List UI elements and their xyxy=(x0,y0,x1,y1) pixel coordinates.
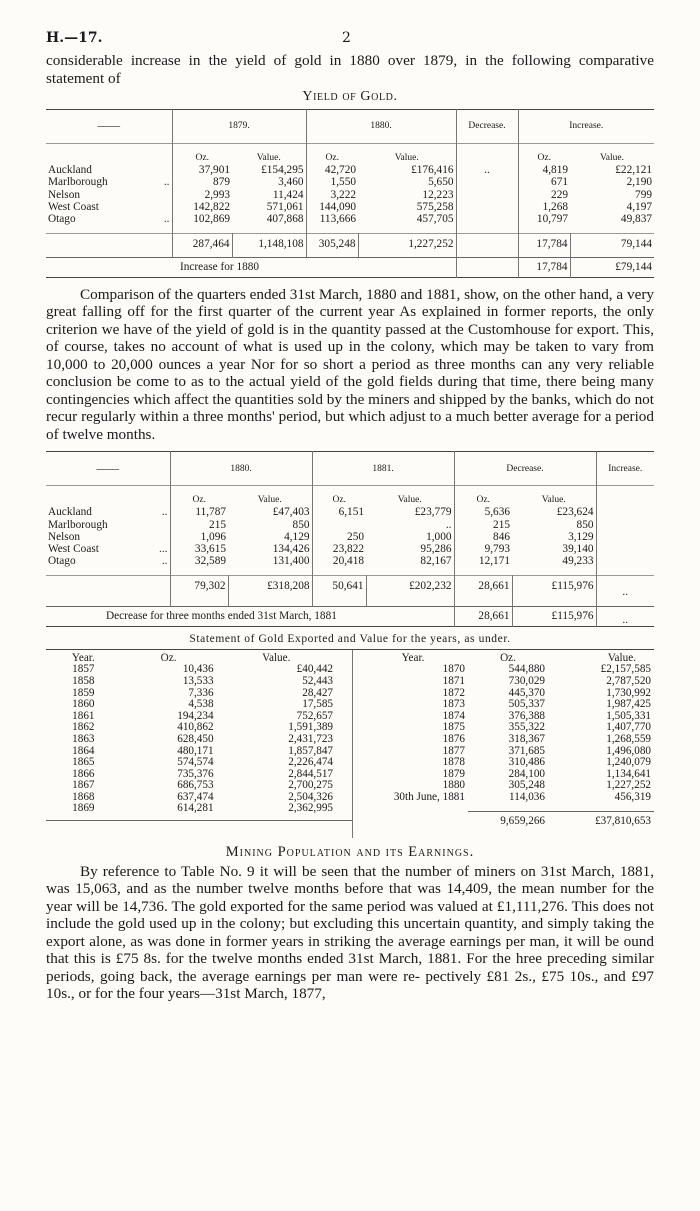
table-row xyxy=(46,543,654,555)
export-value: 52,443 xyxy=(302,674,333,687)
year-1880-header: 1880. xyxy=(170,452,312,486)
total-oz-1879: 287,464 xyxy=(172,233,232,250)
export-oz: 305,248 xyxy=(508,779,545,792)
export-value: 1,227,252 xyxy=(606,779,651,792)
value-1880: £47,403 xyxy=(272,506,310,519)
oz-1880: 11,787 xyxy=(170,506,228,518)
value-header: Value. xyxy=(599,153,624,163)
export-value: 752,657 xyxy=(296,709,333,722)
oz-1880: 33,615 xyxy=(170,543,228,555)
total-value-1881: £202,232 xyxy=(366,575,454,598)
export-value: 2,844,517 xyxy=(288,767,333,780)
mining-population-paragraph: By reference to Table No. 9 it will be seen that the number of miners on 31st March, 1881, was 15,063, and as the number twelve months before that was 14,409, the mean number for the year will be 14,736. The gold exported for the same period was valued at £1,111,276. This does not include the gold used up in the colony; but excluding this uncertain quantity, and simply taking the export alone, as was done in former years in striking the average earnings per man, it will be ound that this is £75 8s. for the twelve months ended 31st March, 1881. For the hree preceding similar periods, going back, the average earnings per man were re- pectively £81 2s., £75 10s., and £97 10s., or for the four years—31st March, 1877, xyxy=(46,862,654,1003)
decrease: .. xyxy=(456,164,518,176)
oz-1881 xyxy=(312,519,366,531)
export-value: 1,730,992 xyxy=(606,686,651,699)
value-1880: 850 xyxy=(292,518,310,531)
total-oz-decrease: 28,661 xyxy=(454,575,512,598)
value-1880: 5,650 xyxy=(428,176,454,189)
oz-header: Oz. xyxy=(160,651,177,664)
total-oz-1880: 305,248 xyxy=(306,233,358,250)
district-cell xyxy=(46,555,170,567)
value-decrease: £23,624 xyxy=(556,506,594,519)
oz-header: Oz. xyxy=(500,651,516,664)
oz-decrease: 12,171 xyxy=(454,555,512,567)
table-row xyxy=(46,189,654,201)
increase-cell xyxy=(596,519,654,531)
export-year: 1857 xyxy=(72,663,95,676)
export-year: 1861 xyxy=(72,709,95,722)
oz-decrease: 215 xyxy=(454,519,512,531)
export-year: 1864 xyxy=(72,744,95,757)
export-year: 1871 xyxy=(442,674,465,687)
table-row xyxy=(46,506,654,518)
value-1880: 4,129 xyxy=(284,530,310,543)
total-oz-increase: 17,784 xyxy=(518,233,570,250)
export-oz: 355,322 xyxy=(508,721,545,734)
export-oz: 114,036 xyxy=(509,790,545,803)
oz-increase: 1,268 xyxy=(518,201,570,213)
district-name: Nelson xyxy=(48,188,81,201)
value-1881: 95,286 xyxy=(420,542,452,555)
decrease-three-months-label: Decrease for three months ended 31st March, 1881 xyxy=(106,609,337,622)
oz-1880: 32,589 xyxy=(170,555,228,567)
value-1880: £176,416 xyxy=(411,164,454,177)
total-value-1880: 1,227,252 xyxy=(358,233,456,250)
export-year: 1866 xyxy=(72,767,95,780)
table-row xyxy=(46,676,336,688)
increase-value-1880: £79,144 xyxy=(570,258,654,277)
total-increase: .. xyxy=(596,575,654,598)
value-1879: 407,868 xyxy=(266,213,304,226)
year-header: Year. xyxy=(71,651,95,664)
district-name: Nelson xyxy=(48,530,81,543)
oz-1881: 23,822 xyxy=(312,543,366,555)
export-value: 2,700,275 xyxy=(288,779,333,792)
district-cell xyxy=(46,201,172,213)
oz-1881: 6,151 xyxy=(312,506,366,518)
value-header: Value. xyxy=(607,651,636,664)
export-oz: 505,337 xyxy=(508,698,545,711)
export-oz: 376,388 xyxy=(508,709,545,722)
table-row xyxy=(46,176,654,188)
year-1881-header: 1881. xyxy=(312,452,454,486)
district-name: Marlborough xyxy=(48,518,108,531)
value-decrease: 3,129 xyxy=(568,530,594,543)
district-cell xyxy=(46,543,170,555)
district-name: Auckland xyxy=(48,506,92,519)
report-reference: H.—17. xyxy=(46,30,103,46)
export-value: 1,240,079 xyxy=(606,756,651,769)
oz-decrease: 846 xyxy=(454,531,512,543)
district-name: Marlborough xyxy=(48,176,108,189)
oz-1879: 102,869 xyxy=(172,213,232,225)
district-name: West Coast xyxy=(48,200,99,213)
value-1880: 457,705 xyxy=(416,213,454,226)
oz-1880: 1,096 xyxy=(170,531,228,543)
exported-right-block xyxy=(358,653,654,828)
column-divider xyxy=(352,650,353,838)
oz-increase: 671 xyxy=(518,176,570,188)
oz-increase: 229 xyxy=(518,189,570,201)
export-year: 1877 xyxy=(442,744,465,757)
table-row xyxy=(46,699,336,711)
oz-1881: 20,418 xyxy=(312,555,366,567)
export-value: 1,134,641 xyxy=(606,767,651,780)
table-row xyxy=(358,699,654,711)
export-oz: 410,862 xyxy=(177,721,214,734)
document-page xyxy=(46,30,654,1003)
section-title: Mining Population and its Earnings. xyxy=(225,843,475,860)
value-header: Value. xyxy=(397,495,422,506)
export-value: 1,857,847 xyxy=(288,744,333,757)
decrease-header: Decrease. xyxy=(456,110,518,144)
export-year: 1878 xyxy=(442,756,465,769)
table-row xyxy=(358,676,654,688)
export-value: 1,505,331 xyxy=(606,709,651,722)
export-value: £2,157,585 xyxy=(600,663,651,676)
export-value: 2,226,474 xyxy=(288,756,333,769)
yield-of-gold-table xyxy=(46,109,654,278)
oz-1880: 1,550 xyxy=(306,176,358,188)
district-cell xyxy=(46,213,172,225)
leader-dots: .. xyxy=(161,506,168,519)
oz-header: Oz. xyxy=(518,144,570,165)
value-decrease: 39,140 xyxy=(562,542,594,555)
total-exported-oz: 9,659,266 xyxy=(500,814,545,827)
total-exported-value: £37,810,653 xyxy=(595,814,651,827)
value-1880: 134,426 xyxy=(272,542,310,555)
export-value: 1,987,425 xyxy=(606,698,651,711)
oz-increase: 4,819 xyxy=(518,164,570,176)
value-1880: 12,223 xyxy=(422,188,454,201)
quarter-comparison-table xyxy=(46,451,654,627)
oz-1880: 3,222 xyxy=(306,189,358,201)
value-1880: 131,400 xyxy=(272,555,310,568)
export-value: 2,504,326 xyxy=(288,790,333,803)
oz-1879: 142,822 xyxy=(172,201,232,213)
value-1879: 571,061 xyxy=(266,200,304,213)
value-1881: 1,000 xyxy=(426,530,452,543)
export-oz: 735,376 xyxy=(177,767,214,780)
leader-dots: ... xyxy=(159,542,168,555)
year-header: Year. xyxy=(401,651,425,664)
value-increase: 49,837 xyxy=(620,213,652,226)
export-oz: 614,281 xyxy=(177,802,214,815)
export-year: 1880 xyxy=(442,779,465,792)
decrease-value-quarter: £115,976 xyxy=(512,606,596,626)
export-oz: 574,574 xyxy=(177,756,214,769)
increase-header: Increase. xyxy=(596,452,654,486)
export-value: 1,591,389 xyxy=(288,721,333,734)
district-cell xyxy=(46,531,170,543)
value-1880: 575,258 xyxy=(416,200,454,213)
export-year: 30th June, 1881 xyxy=(393,790,465,803)
table-row xyxy=(46,803,336,815)
increase-cell xyxy=(596,506,654,518)
leader-dots: .. xyxy=(163,213,170,226)
oz-1879: 2,993 xyxy=(172,189,232,201)
table-row xyxy=(358,757,654,769)
value-1881: £23,779 xyxy=(414,506,452,519)
export-oz: 730,029 xyxy=(508,674,545,687)
value-increase: 2,190 xyxy=(626,176,652,189)
export-year: 1867 xyxy=(72,779,95,792)
table-row xyxy=(358,792,654,804)
total-oz-1881: 50,641 xyxy=(312,575,366,598)
stub-dash: —— xyxy=(96,462,120,475)
value-header: Value. xyxy=(262,651,291,664)
oz-1880: 42,720 xyxy=(306,164,358,176)
increase-oz-1880: 17,784 xyxy=(518,258,570,277)
table-row xyxy=(46,555,654,567)
district-name: Auckland xyxy=(48,164,92,177)
total-value-increase: 79,144 xyxy=(570,233,654,250)
district-name: West Coast xyxy=(48,542,99,555)
year-1880-header: 1880. xyxy=(306,110,456,144)
value-decrease: 850 xyxy=(576,518,594,531)
export-oz: 637,474 xyxy=(177,790,214,803)
oz-1881: 250 xyxy=(312,531,366,543)
stub-dash: —— xyxy=(97,120,121,133)
value-1881: .. xyxy=(445,518,452,531)
export-year: 1873 xyxy=(442,698,465,711)
increase-cell xyxy=(596,531,654,543)
oz-1879: 879 xyxy=(172,176,232,188)
export-oz: 628,450 xyxy=(177,732,214,745)
exported-left-block xyxy=(46,653,336,815)
table-row xyxy=(46,734,336,746)
increase-cell xyxy=(596,555,654,567)
table-row xyxy=(46,213,654,225)
value-increase: 799 xyxy=(635,188,652,201)
decrease xyxy=(456,213,518,225)
export-oz: 194,234 xyxy=(177,709,214,722)
oz-header: Oz. xyxy=(172,144,232,165)
export-value: 1,496,080 xyxy=(606,744,651,757)
oz-decrease: 5,636 xyxy=(454,506,512,518)
export-value: 2,787,520 xyxy=(606,674,651,687)
decrease xyxy=(456,176,518,188)
oz-decrease: 9,793 xyxy=(454,543,512,555)
leader-dots: .. xyxy=(163,176,170,189)
decrease xyxy=(456,189,518,201)
export-value: 2,362,995 xyxy=(288,802,333,815)
export-value: 2,431,723 xyxy=(288,732,333,745)
export-year: 1869 xyxy=(72,802,95,815)
export-year: 1879 xyxy=(442,767,465,780)
export-year: 1872 xyxy=(442,686,465,699)
export-year: 1863 xyxy=(72,732,95,745)
value-1881: 82,167 xyxy=(420,555,452,568)
export-year: 1874 xyxy=(442,709,465,722)
table-row xyxy=(46,519,654,531)
increase-for-1880-label: Increase for 1880 xyxy=(180,261,260,274)
export-oz: 284,100 xyxy=(508,767,545,780)
value-1879: 11,424 xyxy=(272,188,304,201)
value-1879: 3,460 xyxy=(278,176,304,189)
oz-header: Oz. xyxy=(170,486,228,507)
total-value-1879: 1,148,108 xyxy=(232,233,306,250)
table-row xyxy=(358,734,654,746)
total-value-1880: £318,208 xyxy=(228,575,312,598)
oz-1880: 113,666 xyxy=(306,213,358,225)
export-oz: 480,171 xyxy=(177,744,214,757)
total-oz-1880: 79,302 xyxy=(170,575,228,598)
export-year: 1868 xyxy=(72,790,95,803)
quarters-comparison-paragraph: Comparison of the quarters ended 31st March, 1880 and 1881, show, on the other hand, a very great falling off for the first quarter of the current year As explained in former reports, the only criterion we have of the yield of gold is in the quantity passed at the Customhouse for export. This, of course, takes no account of what is used up in the colony, which may be taken to vary from 10,000 to 20,000 ounces a year Nor for so short a period as three months can any very reliable conclusion be come to as to the actual yield of the gold fields during that time, there being many contingencies which affect the quantities sold by the miners and shipped by the banks, which do not recur regularly within a three months' period, but which adjust to a much better average for a period of twelve months. xyxy=(46,285,654,443)
increase-cell xyxy=(596,543,654,555)
intro-paragraph: considerable increase in the yield of gold in 1880 over 1879, in the following comparative statement of xyxy=(46,52,654,87)
district-cell xyxy=(46,164,172,176)
table1-caption: Yield of Gold. xyxy=(302,89,398,104)
value-decrease: 49,233 xyxy=(562,555,594,568)
table-row xyxy=(46,757,336,769)
export-oz: 4,538 xyxy=(188,698,214,711)
value-header: Value. xyxy=(394,153,419,163)
value-1879: £154,295 xyxy=(261,164,304,177)
export-oz: 318,367 xyxy=(508,732,545,745)
export-oz: 544,880 xyxy=(508,663,545,676)
page-number: 2 xyxy=(342,30,351,46)
export-year: 1876 xyxy=(442,732,465,745)
value-header: Value. xyxy=(257,495,282,506)
export-year: 1870 xyxy=(442,663,465,676)
decrease xyxy=(456,201,518,213)
export-year: 1860 xyxy=(72,698,95,711)
district-cell xyxy=(46,176,172,188)
oz-1880: 215 xyxy=(170,519,228,531)
value-increase: 4,197 xyxy=(626,200,652,213)
export-oz: 371,685 xyxy=(508,744,545,757)
export-oz: 310,486 xyxy=(508,756,545,769)
export-year: 1865 xyxy=(72,756,95,769)
export-year: 1858 xyxy=(72,674,95,687)
export-value: 1,407,770 xyxy=(606,721,651,734)
export-oz: 686,753 xyxy=(177,779,214,792)
district-cell xyxy=(46,506,170,518)
oz-1879: 37,901 xyxy=(172,164,232,176)
increase-quarter: .. xyxy=(596,606,654,626)
total-value-decrease: £115,976 xyxy=(512,575,596,598)
export-year: 1875 xyxy=(442,721,465,734)
export-value: 17,585 xyxy=(302,698,333,711)
left-block-rule xyxy=(46,820,352,821)
oz-header: Oz. xyxy=(312,486,366,507)
year-1879-header: 1879. xyxy=(172,110,306,144)
export-value: £40,442 xyxy=(296,663,333,676)
export-oz: 13,533 xyxy=(182,674,214,687)
value-header: Value. xyxy=(541,495,566,506)
oz-increase: 10,797 xyxy=(518,213,570,225)
export-oz: 445,370 xyxy=(508,686,545,699)
export-year: 1862 xyxy=(72,721,95,734)
export-value: 1,268,559 xyxy=(606,732,651,745)
export-year: 1859 xyxy=(72,686,95,699)
table-row xyxy=(46,164,654,176)
export-value: 28,427 xyxy=(302,686,333,699)
district-cell xyxy=(46,189,172,201)
gold-exported-table xyxy=(46,649,654,838)
district-name: Otago xyxy=(48,213,76,226)
district-name: Otago xyxy=(48,555,76,568)
value-header: Value. xyxy=(256,153,281,163)
leader-dots: .. xyxy=(161,555,168,568)
oz-header: Oz. xyxy=(306,144,358,165)
value-increase: £22,121 xyxy=(615,164,652,177)
export-value: 456,319 xyxy=(614,790,651,803)
table-row xyxy=(46,201,654,213)
export-oz: 10,436 xyxy=(182,663,214,676)
increase-header: Increase. xyxy=(518,110,654,144)
oz-1880: 144,090 xyxy=(306,201,358,213)
table-row xyxy=(46,531,654,543)
export-statement-caption: Statement of Gold Exported and Value for the years, as under. xyxy=(189,632,511,645)
decrease-header: Decrease. xyxy=(454,452,596,486)
decrease-oz-quarter: 28,661 xyxy=(454,606,512,626)
oz-header: Oz. xyxy=(454,486,512,507)
district-cell xyxy=(46,519,170,531)
export-oz: 7,336 xyxy=(188,686,214,699)
page-header xyxy=(46,30,654,52)
